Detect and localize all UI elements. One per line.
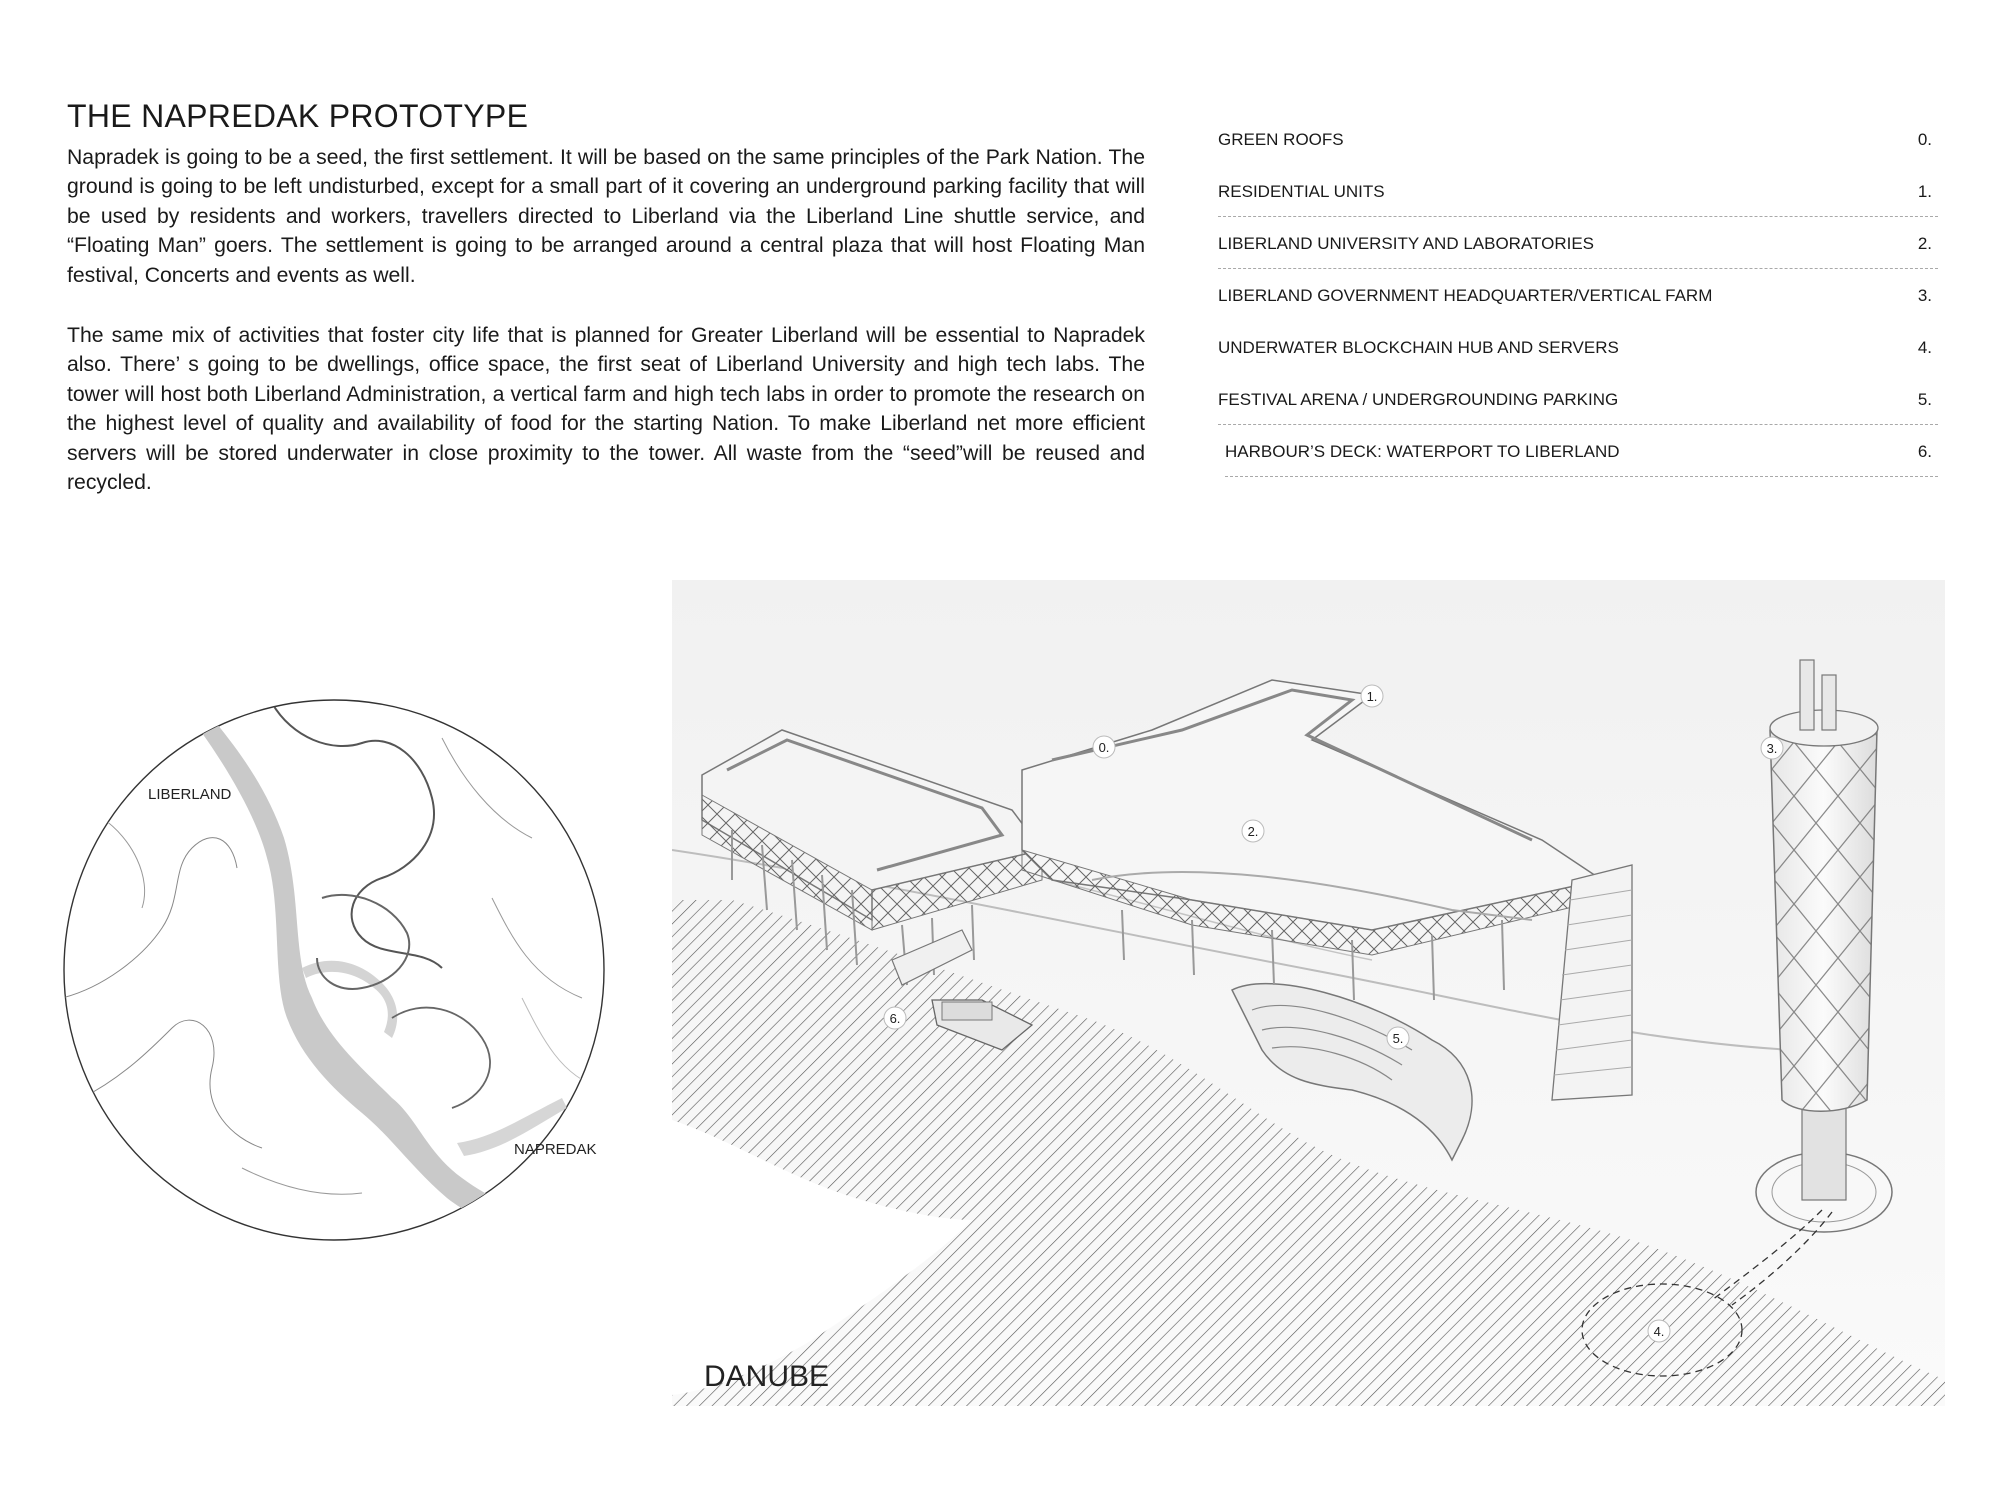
legend-label: RESIDENTIAL UNITS (1218, 182, 1385, 201)
legend-item (1218, 384, 1938, 436)
intro-paragraph: Napradek is going to be a seed, the first settlement. It will be based on the same principles of the Park Nation. The ground is going to be left undisturbed, except for a small part of it covering an underground parking facility that will be used by residents and workers, travellers directed to Liberland via the Liberland Line shuttle service, and “Floating Man” goers. The settlement is going to be arranged around a central plaza that will host Floating Man festival, Concerts and events as well. (67, 146, 1145, 287)
marker-label: 0. (1098, 740, 1110, 755)
marker-label: 4. (1653, 1324, 1665, 1339)
legend-item (1218, 332, 1938, 384)
legend-divider (1218, 216, 1938, 217)
tower-chimney (1822, 675, 1836, 730)
river-label: DANUBE (704, 1360, 830, 1393)
legend-divider (1225, 476, 1938, 477)
map-label-liberland: LIBERLAND (148, 786, 232, 803)
marker-4 (1648, 1320, 1670, 1342)
legend-list (1218, 124, 1938, 488)
legend-number: 0. (1917, 130, 1932, 149)
legend-number: 3. (1917, 286, 1932, 305)
legend-label: FESTIVAL ARENA / UNDERGROUNDING PARKING (1218, 390, 1619, 409)
legend-number: 6. (1917, 442, 1932, 461)
site-drawing-svg (672, 580, 1945, 1406)
legend-item (1218, 228, 1938, 280)
marker-2 (1242, 820, 1264, 842)
site-axonometric-drawing (672, 580, 1945, 1406)
marker-3 (1761, 737, 1783, 759)
legend-divider (1218, 268, 1938, 269)
legend-divider (1218, 424, 1938, 425)
page-title: THE NAPREDAK PROTOTYPE (67, 98, 529, 134)
legend-number: 5. (1917, 390, 1932, 409)
marker-0 (1093, 736, 1115, 758)
tower-core (1802, 1100, 1846, 1200)
legend-item (1225, 436, 1938, 488)
marker-label: 6. (889, 1011, 901, 1026)
marker-label: 3. (1766, 741, 1778, 756)
legend-label: GREEN ROOFS (1218, 130, 1344, 149)
marker-label: 5. (1392, 1031, 1404, 1046)
tower-chimney (1800, 660, 1814, 730)
legend-number: 1. (1917, 182, 1932, 201)
legend-item (1218, 176, 1938, 228)
program-paragraph: The same mix of activities that foster city life that is planned for Greater Liberland will be essential to Napradek also. There’ s going to be dwellings, office space, the first seat of Liberland University and high tech labs. The tower will host both Liberland Administration, a vertical farm and high tech labs in order to promote the research on the highest level of quality and availability of food for the starting Nation. To make Liberland net more efficient servers will be stored underwater in close proximity to the tower. All waste from the “seed”will be reused and recycled. (67, 324, 1145, 495)
legend-label: LIBERLAND GOVERNMENT HEADQUARTER/VERTICAL FARM (1218, 286, 1713, 305)
location-map-svg (62, 698, 606, 1242)
legend-item (1218, 280, 1938, 332)
marker-6 (884, 1007, 906, 1029)
legend-label: UNDERWATER BLOCKCHAIN HUB AND SERVERS (1218, 338, 1619, 357)
legend-number: 2. (1917, 234, 1932, 253)
legend-item (1218, 124, 1938, 176)
marker-label: 1. (1366, 689, 1378, 704)
legend-number: 4. (1917, 338, 1932, 357)
location-map (62, 698, 606, 1242)
legend-label: LIBERLAND UNIVERSITY AND LABORATORIES (1218, 234, 1595, 253)
legend-label: HARBOUR’S DECK: WATERPORT TO LIBERLAND (1225, 442, 1620, 461)
marker-label: 2. (1247, 824, 1259, 839)
marker-1 (1361, 685, 1383, 707)
map-label-napredak: NAPREDAK (514, 1141, 597, 1158)
marker-5 (1387, 1027, 1409, 1049)
